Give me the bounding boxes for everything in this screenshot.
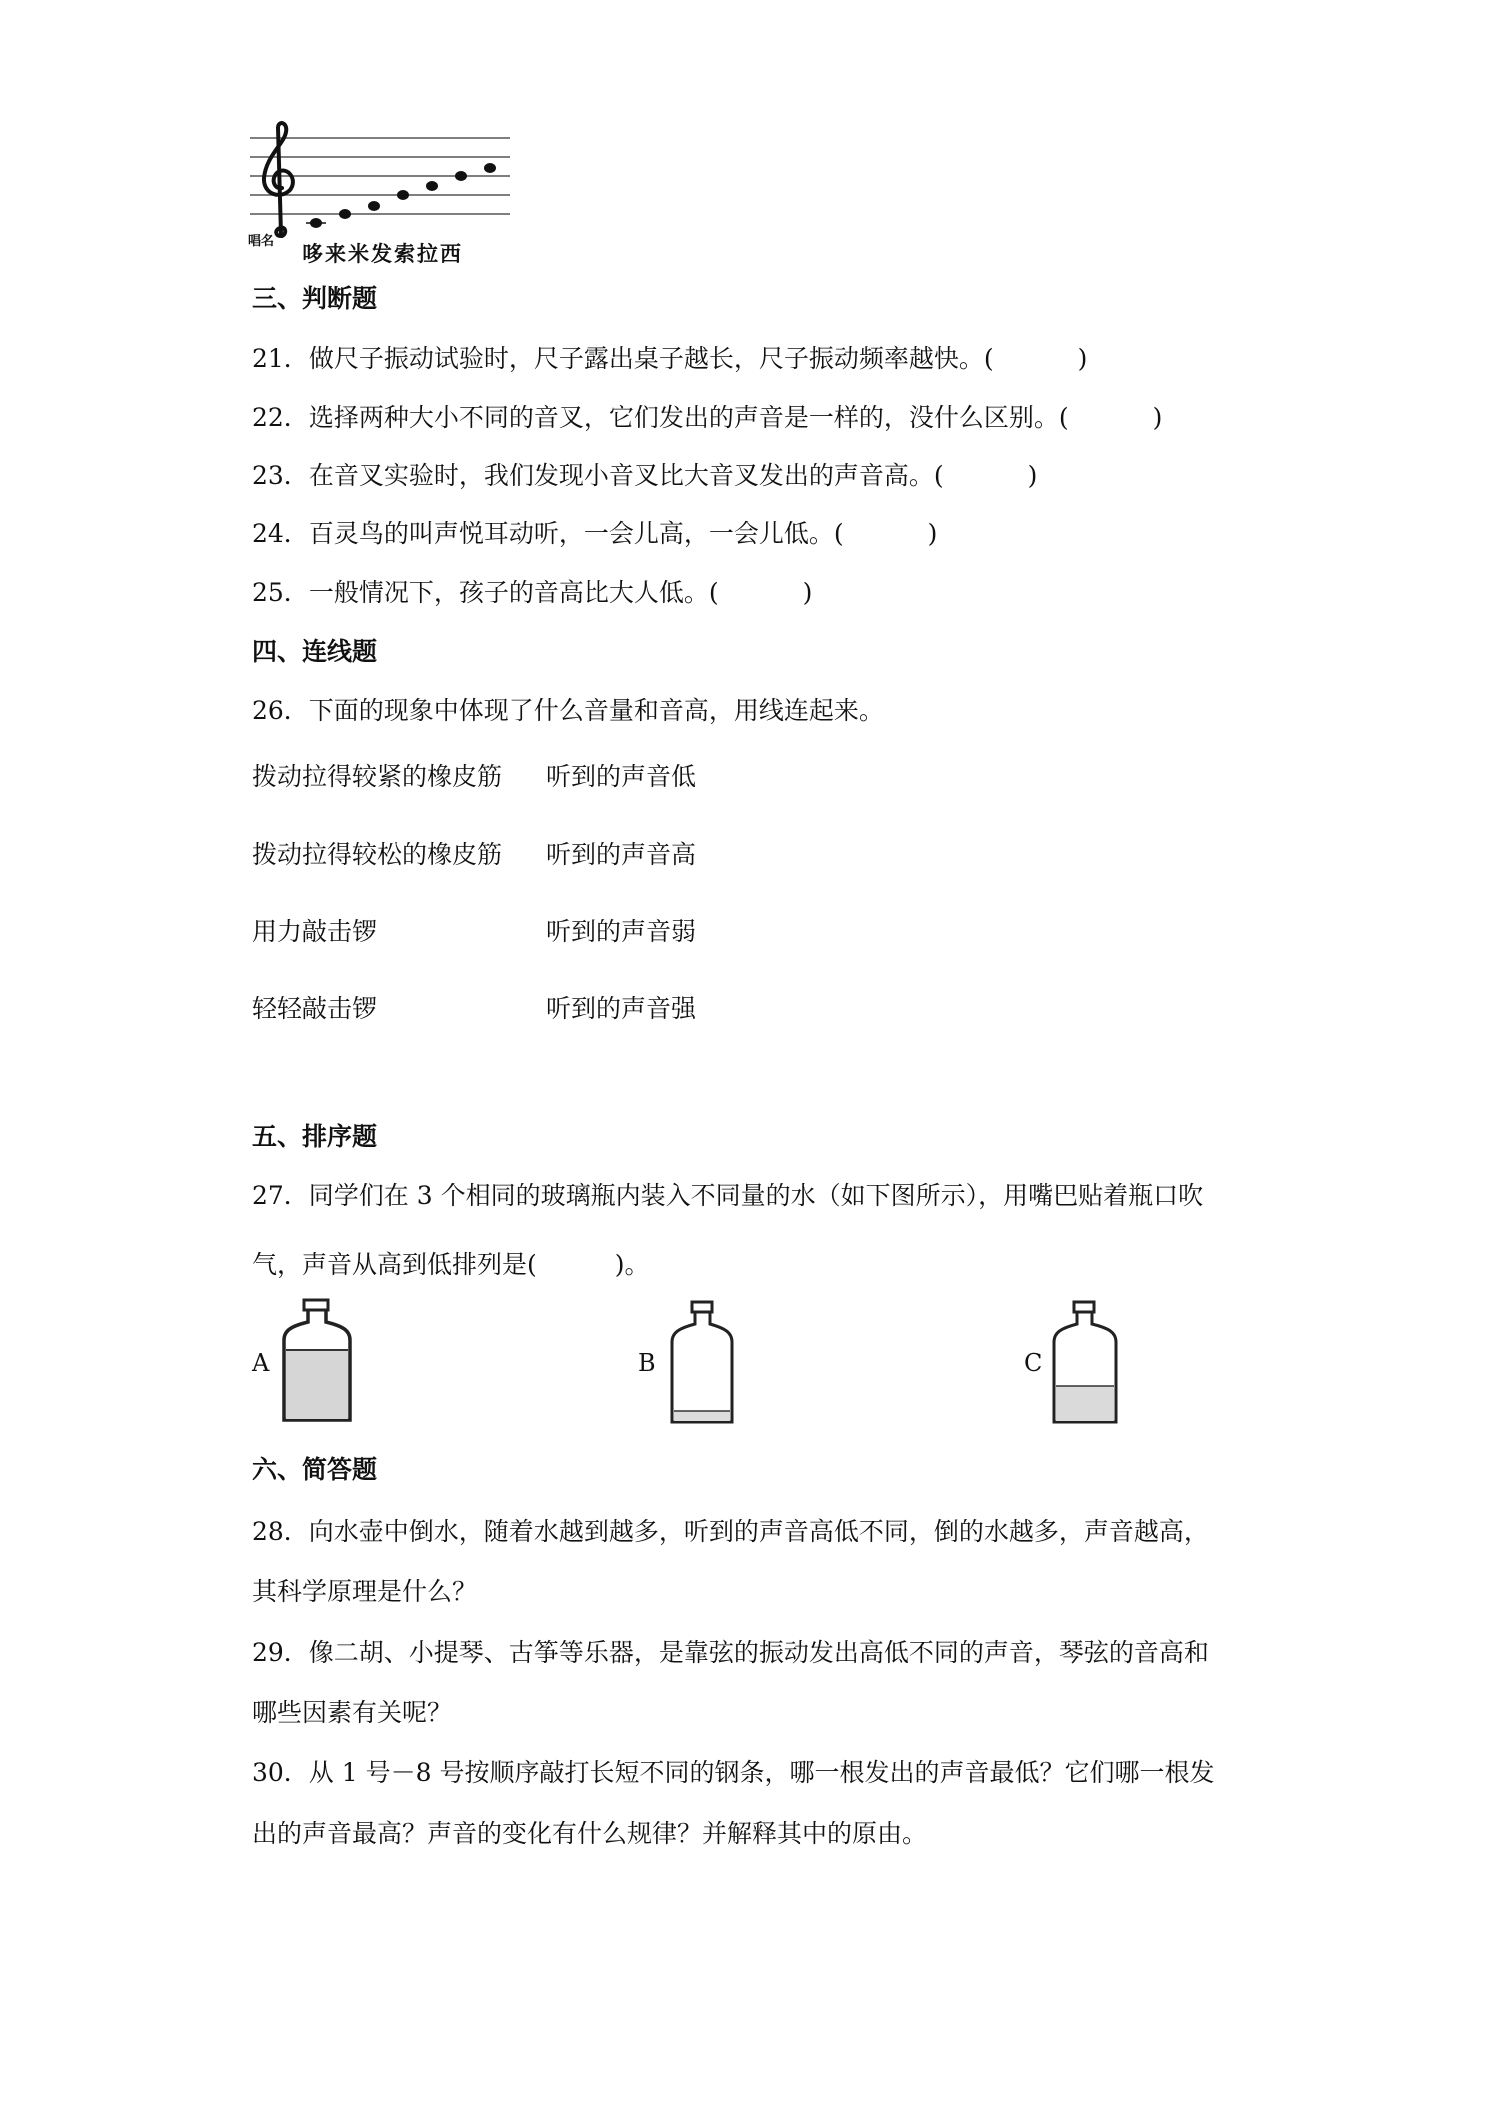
note-la: [455, 171, 467, 181]
staff-svg: [250, 118, 520, 238]
paren-close: ): [1077, 344, 1088, 373]
note-fa: [397, 190, 409, 200]
question-number: 21．: [252, 344, 309, 373]
question-30-line1: 30．从 1 号－8 号按顺序敲打长短不同的钢条，哪一根发出的声音最低？它们哪一根发: [252, 1758, 1215, 1787]
question-text: 百灵鸟的叫声悦耳动听，一会儿高，一会儿低。(: [308, 519, 844, 548]
question-29-line1: 29．像二胡、小提琴、古筝等乐器，是靠弦的振动发出高低不同的声音，琴弦的音高和: [252, 1638, 1209, 1667]
question-24: [252, 519, 937, 549]
question-text: 选择两种大小不同的音叉，它们发出的声音是一样的，没什么区别。(: [308, 403, 1069, 432]
bottle-b: [666, 1298, 746, 1428]
paren-close: ): [1027, 461, 1038, 490]
question-30-line2: 出的声音最高？声音的变化有什么规律？并解释其中的原由。: [252, 1819, 928, 1848]
question-text: 在音叉实验时，我们发现小音叉比大音叉发出的声音高。(: [308, 461, 944, 490]
bottle-label-a: A: [252, 1349, 270, 1377]
question-text: 一般情况下，孩子的音高比大人低。(: [308, 578, 719, 607]
water-fill: [1056, 1386, 1114, 1421]
section-4-title: 四、连线题: [252, 637, 378, 666]
question-26: 26．下面的现象中体现了什么音量和音高，用线连起来。: [252, 696, 884, 725]
solfege-names: 哆来米发索拉西: [302, 242, 463, 266]
match-right-2: 听到的声音高: [546, 840, 697, 869]
question-21: [252, 344, 1087, 374]
question-29-line2: 哪些因素有关呢？: [252, 1698, 453, 1727]
treble-clef-icon: [264, 123, 293, 236]
match-left-1: 拨动拉得较紧的橡皮筋: [252, 762, 503, 791]
note-sol: [426, 181, 438, 191]
bottle-label-c: C: [1024, 1349, 1043, 1377]
note-mi: [368, 201, 380, 211]
music-staff-figure: [250, 118, 520, 268]
note-ti: [484, 163, 496, 173]
question-text: 气，声音从高到低排列是(: [252, 1250, 537, 1279]
section-5-title: 五、排序题: [252, 1122, 378, 1151]
changming-label: 唱名: [248, 234, 275, 249]
question-22: [252, 403, 1162, 433]
match-right-1: 听到的声音低: [546, 762, 697, 791]
paren-close: )。: [614, 1250, 650, 1279]
water-fill: [674, 1411, 730, 1421]
match-right-4: 听到的声音强: [546, 994, 697, 1023]
question-number: 25．: [252, 578, 309, 607]
question-28-line1: 28．向水壶中倒水，随着水越到越多，听到的声音高低不同，倒的水越多，声音越高，: [252, 1517, 1209, 1546]
note-re: [339, 209, 351, 219]
bottle-label-b: B: [638, 1349, 656, 1377]
match-right-3: 听到的声音弱: [546, 917, 697, 946]
question-number: 23．: [252, 461, 309, 490]
question-number: 22．: [252, 403, 309, 432]
match-left-2: 拨动拉得较松的橡皮筋: [252, 840, 503, 869]
question-text: 做尺子振动试验时，尺子露出桌子越长，尺子振动频率越快。(: [308, 344, 994, 373]
question-28-line2: 其科学原理是什么？: [252, 1577, 478, 1606]
question-23: [252, 461, 1037, 491]
section-3-title: 三、判断题: [252, 284, 378, 313]
question-27-line1: 27．同学们在 3 个相同的玻璃瓶内装入不同量的水（如下图所示），用嘴巴贴着瓶口吹: [252, 1181, 1204, 1210]
question-25: [252, 578, 812, 608]
question-number: 24．: [252, 519, 309, 548]
section-6-title: 六、简答题: [252, 1455, 378, 1484]
paren-close: ): [802, 578, 813, 607]
bottle-a: [276, 1296, 366, 1426]
match-left-3: 用力敲击锣: [252, 917, 378, 946]
paren-close: ): [1152, 403, 1163, 432]
match-left-4: 轻轻敲击锣: [252, 994, 378, 1023]
paren-close: ): [927, 519, 938, 548]
bottle-c: [1048, 1298, 1128, 1428]
note-do: [310, 218, 322, 228]
question-27-line2: [252, 1250, 650, 1280]
water-fill: [286, 1350, 348, 1419]
